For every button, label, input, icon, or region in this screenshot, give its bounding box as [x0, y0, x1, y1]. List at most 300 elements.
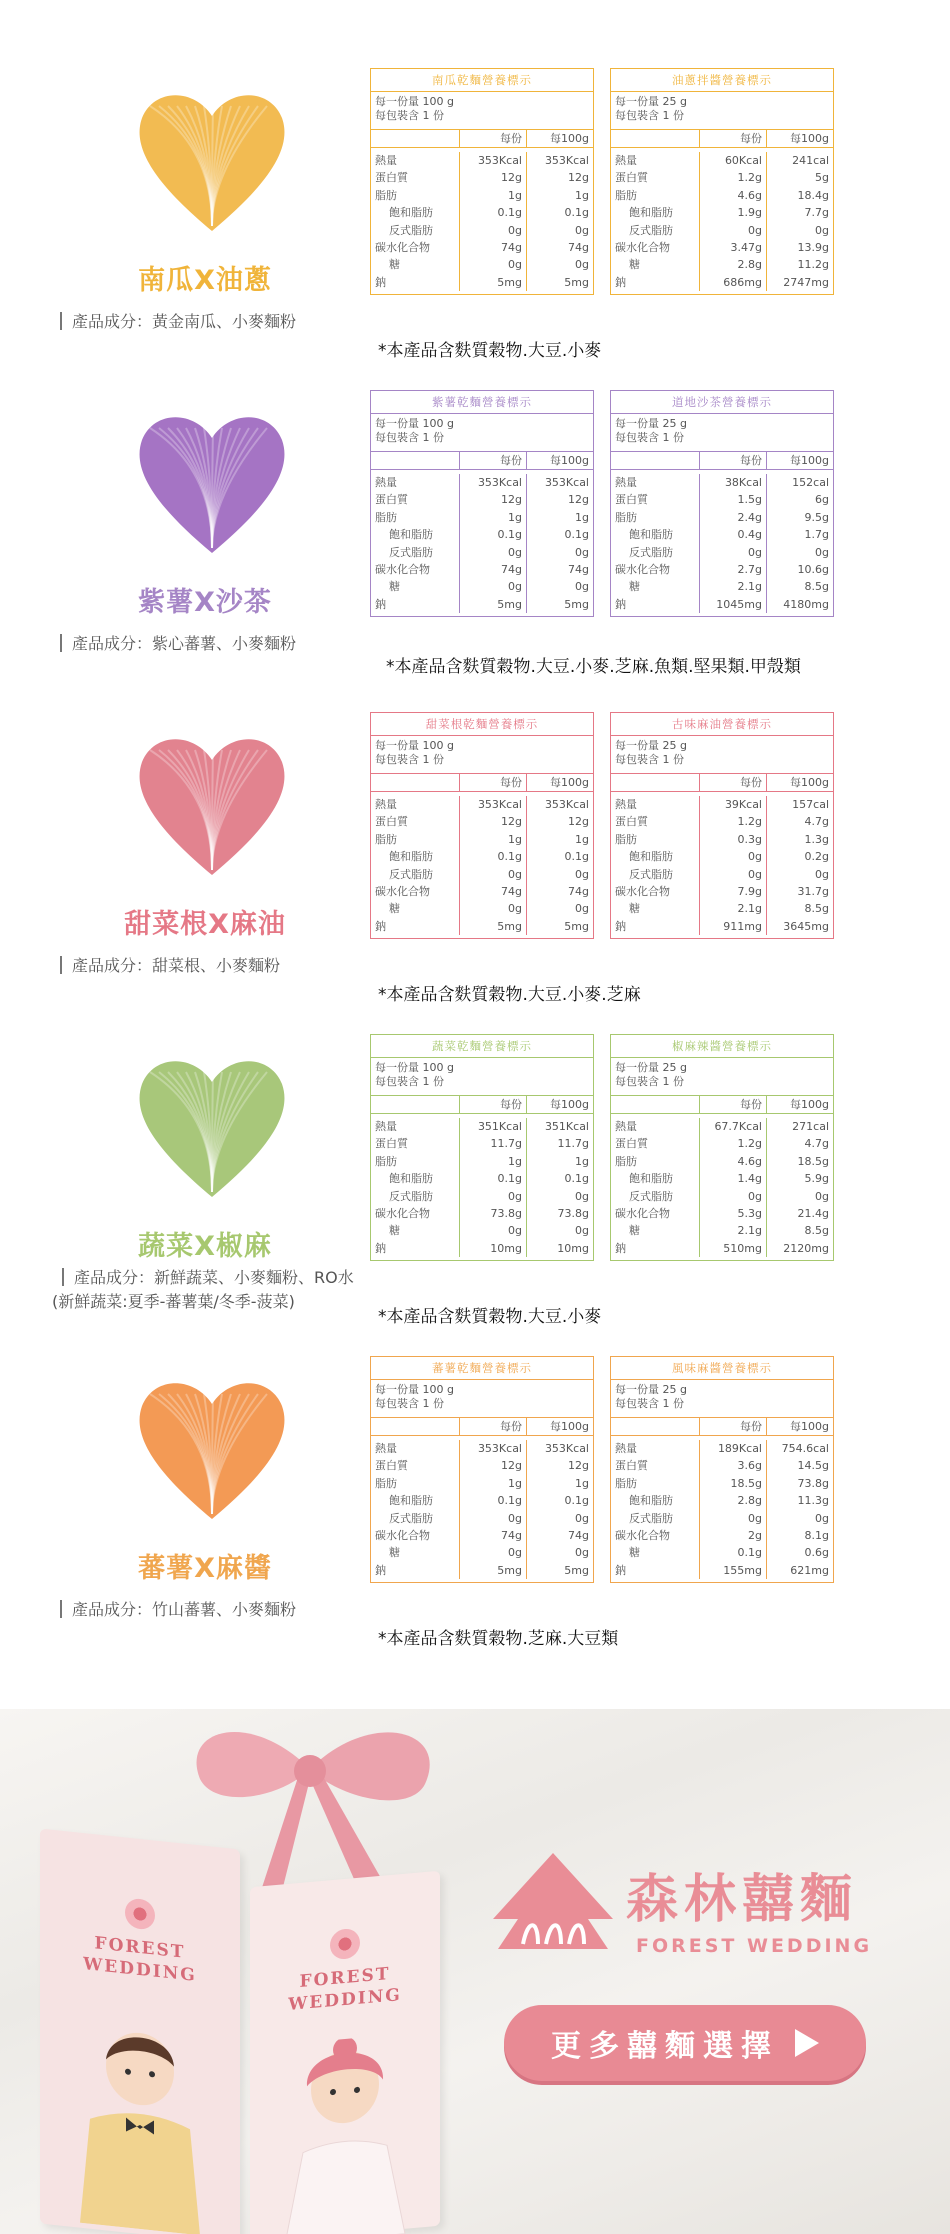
- servings-per-pack: 每包裝含 1 份: [615, 753, 684, 766]
- value-per-serving: 0.3g: [699, 831, 766, 848]
- nutrition-row: [371, 866, 593, 883]
- value-per-serving: 2.4g: [699, 509, 766, 526]
- value-per-100g: 73.8g: [526, 1205, 593, 1222]
- nutrient-label: 鈉: [375, 275, 386, 289]
- nutrition-row: [371, 1222, 593, 1239]
- flavor-name: 蔬菜X椒麻: [138, 1231, 272, 1262]
- value-per-100g: 5mg: [526, 596, 593, 613]
- nutrition-row: [371, 883, 593, 900]
- divider-bar: [60, 956, 62, 974]
- value-per-100g: 0.1g: [526, 1492, 593, 1509]
- nutrient-label: 糖: [389, 258, 400, 272]
- nutrient-label: 糖: [389, 902, 400, 916]
- value-per-100g: 157cal: [766, 796, 833, 813]
- nutrition-row: [611, 239, 833, 256]
- col-per-100g: 每100g: [766, 452, 833, 469]
- nutrient-label: 蛋白質: [375, 1137, 408, 1151]
- nutrient-label: 鈉: [615, 1563, 626, 1577]
- nutrient-label: 脂肪: [375, 1154, 397, 1168]
- product-section: [0, 1026, 950, 1346]
- nutrient-label: 飽和脂肪: [629, 850, 673, 864]
- value-per-serving: 5mg: [459, 596, 526, 613]
- nutrition-row: [611, 1510, 833, 1527]
- value-per-100g: 4.7g: [766, 813, 833, 830]
- value-per-serving: 2.7g: [699, 561, 766, 578]
- box-label-line1: FOREST: [299, 1964, 391, 1992]
- value-per-serving: 0.1g: [699, 1544, 766, 1561]
- value-per-serving: 2.8g: [699, 256, 766, 273]
- value-per-serving: 2.1g: [699, 578, 766, 595]
- nutrition-row: [611, 1475, 833, 1492]
- nutrition-row: [371, 187, 593, 204]
- brand-name-en: FOREST WEDDING: [636, 1935, 873, 1957]
- nutrient-label: 碳水化合物: [615, 884, 670, 898]
- bride-illustration: [265, 2032, 425, 2234]
- nutrient-label: 蛋白質: [375, 171, 408, 185]
- nutrition-row: [611, 1118, 833, 1135]
- nutrient-label: 鈉: [615, 919, 626, 933]
- nutrition-row: [371, 813, 593, 830]
- nutrition-row: [611, 900, 833, 917]
- nutrient-label: 碳水化合物: [375, 1528, 430, 1542]
- nutrient-label: 糖: [389, 1546, 400, 1560]
- value-per-serving: 60Kcal: [699, 152, 766, 169]
- value-per-100g: 2120mg: [766, 1240, 833, 1257]
- nutrient-label: 脂肪: [375, 188, 397, 202]
- nutrient-label: 碳水化合物: [615, 1206, 670, 1220]
- nutrition-table-title: 油蔥拌醬營養標示: [611, 69, 833, 92]
- nutrient-label: 脂肪: [375, 1476, 397, 1490]
- nutrient-label: 糖: [629, 258, 640, 272]
- value-per-100g: 0.1g: [526, 1170, 593, 1187]
- flower-icon: [330, 1928, 360, 1961]
- nutrient-label: 碳水化合物: [375, 562, 430, 576]
- value-per-serving: 38Kcal: [699, 474, 766, 491]
- ingredients-line: 產品成分：黃金南瓜、小麥麵粉: [72, 312, 297, 331]
- value-per-100g: 621mg: [766, 1562, 833, 1579]
- value-per-100g: 18.4g: [766, 187, 833, 204]
- product-section: [0, 382, 950, 702]
- nutrient-label: 飽和脂肪: [629, 528, 673, 542]
- value-per-serving: 0g: [699, 222, 766, 239]
- value-per-100g: 74g: [526, 561, 593, 578]
- value-per-serving: 5mg: [459, 1562, 526, 1579]
- divider-bar: [60, 634, 62, 652]
- nutrient-label: 飽和脂肪: [629, 1172, 673, 1186]
- nutrition-row: [611, 222, 833, 239]
- value-per-serving: 0g: [699, 866, 766, 883]
- value-per-100g: 11.2g: [766, 256, 833, 273]
- value-per-serving: 74g: [459, 883, 526, 900]
- nutrition-row: [371, 256, 593, 273]
- nutrition-row: [371, 1510, 593, 1527]
- value-per-serving: 0g: [699, 1188, 766, 1205]
- value-per-serving: 1.5g: [699, 491, 766, 508]
- value-per-serving: 4.6g: [699, 187, 766, 204]
- nutrition-table-title: 風味麻醬營養標示: [611, 1357, 833, 1380]
- divider-bar: [60, 1600, 62, 1618]
- value-per-serving: 0.1g: [459, 204, 526, 221]
- value-per-100g: 5.9g: [766, 1170, 833, 1187]
- nutrient-label: 脂肪: [375, 832, 397, 846]
- nutrient-label: 反式脂肪: [629, 867, 673, 881]
- nutrition-row: [611, 526, 833, 543]
- nutrition-row: [611, 866, 833, 883]
- value-per-serving: 74g: [459, 1527, 526, 1544]
- nutrition-row: [611, 1440, 833, 1457]
- nutrition-row: [611, 813, 833, 830]
- value-per-serving: 0g: [459, 900, 526, 917]
- value-per-serving: 1045mg: [699, 596, 766, 613]
- nutrient-label: 飽和脂肪: [389, 1494, 433, 1508]
- value-per-100g: 12g: [526, 1457, 593, 1474]
- col-per-100g: 每100g: [526, 130, 593, 147]
- nutrition-row: [371, 596, 593, 613]
- gift-box-right: [250, 1871, 440, 2234]
- value-per-serving: 0g: [699, 848, 766, 865]
- servings-per-pack: 每包裝含 1 份: [375, 1075, 444, 1088]
- nutrition-row: [611, 1457, 833, 1474]
- nutrition-row: [371, 1492, 593, 1509]
- nutrient-label: 熱量: [375, 1442, 397, 1455]
- value-per-serving: 10mg: [459, 1240, 526, 1257]
- serving-size: 每一份量 25 g: [615, 1061, 687, 1074]
- box-label-line1: FOREST: [94, 1933, 186, 1963]
- value-per-100g: 3645mg: [766, 918, 833, 935]
- nutrient-label: 反式脂肪: [389, 867, 433, 881]
- serving-size: 每一份量 100 g: [375, 1383, 454, 1396]
- value-per-100g: 0g: [526, 222, 593, 239]
- value-per-serving: 73.8g: [459, 1205, 526, 1222]
- box-label-line2: WEDDING: [288, 1985, 402, 2015]
- nutrition-row: [611, 1527, 833, 1544]
- col-per-serving: 每份: [699, 1418, 766, 1435]
- value-per-serving: 0g: [699, 1510, 766, 1527]
- value-per-serving: 0g: [459, 866, 526, 883]
- heart-noodle-image: [132, 1052, 292, 1202]
- servings-per-pack: 每包裝含 1 份: [615, 109, 684, 122]
- nutrient-label: 糖: [629, 580, 640, 594]
- value-per-serving: 353Kcal: [459, 474, 526, 491]
- nutrition-table-title: 甜菜根乾麵營養標示: [371, 713, 593, 736]
- nutrient-label: 蛋白質: [375, 815, 408, 829]
- value-per-serving: 353Kcal: [459, 1440, 526, 1457]
- value-per-serving: 5.3g: [699, 1205, 766, 1222]
- more-options-button[interactable]: [504, 2005, 866, 2081]
- value-per-serving: 2g: [699, 1527, 766, 1544]
- nutrition-row: [611, 831, 833, 848]
- col-per-100g: 每100g: [766, 130, 833, 147]
- value-per-serving: 1.2g: [699, 1135, 766, 1152]
- nutrition-row: [611, 918, 833, 935]
- ingredients: [52, 1266, 392, 1314]
- ingredients: [60, 954, 390, 978]
- nutrient-label: 糖: [629, 902, 640, 916]
- value-per-100g: 0g: [766, 544, 833, 561]
- value-per-serving: 911mg: [699, 918, 766, 935]
- value-per-100g: 5g: [766, 169, 833, 186]
- value-per-100g: 351Kcal: [526, 1118, 593, 1135]
- nutrition-row: [371, 222, 593, 239]
- value-per-100g: 12g: [526, 169, 593, 186]
- allergen-note: *本產品含麩質穀物.芝麻.大豆類: [378, 1629, 619, 1649]
- heart-noodle-image: [132, 86, 292, 236]
- nutrition-row: [611, 474, 833, 491]
- col-per-serving: 每份: [699, 774, 766, 791]
- value-per-100g: 0g: [526, 1188, 593, 1205]
- value-per-100g: 0g: [766, 222, 833, 239]
- value-per-100g: 74g: [526, 1527, 593, 1544]
- value-per-100g: 11.3g: [766, 1492, 833, 1509]
- nutrition-table-title: 南瓜乾麵營養標示: [371, 69, 593, 92]
- nutrition-row: [371, 1457, 593, 1474]
- value-per-100g: 1g: [526, 1475, 593, 1492]
- value-per-serving: 0g: [459, 1544, 526, 1561]
- allergen-note: *本產品含麩質穀物.大豆.小麥.芝麻.魚類.堅果類.甲殼類: [386, 657, 801, 677]
- value-per-100g: 12g: [526, 491, 593, 508]
- col-per-100g: 每100g: [526, 1418, 593, 1435]
- value-per-serving: 3.6g: [699, 1457, 766, 1474]
- value-per-100g: 31.7g: [766, 883, 833, 900]
- nutrition-row: [371, 1118, 593, 1135]
- nutrition-row: [611, 561, 833, 578]
- nutrient-label: 蛋白質: [615, 1137, 648, 1151]
- nutrition-row: [611, 169, 833, 186]
- value-per-100g: 11.7g: [526, 1135, 593, 1152]
- servings-per-pack: 每包裝含 1 份: [615, 431, 684, 444]
- nutrient-label: 反式脂肪: [389, 223, 433, 237]
- value-per-100g: 0g: [526, 578, 593, 595]
- value-per-100g: 0g: [526, 866, 593, 883]
- noodle-nutrition-table: [370, 712, 594, 939]
- value-per-serving: 0g: [459, 1222, 526, 1239]
- nutrient-label: 反式脂肪: [389, 1511, 433, 1525]
- nutrition-table-title: 紫薯乾麵營養標示: [371, 391, 593, 414]
- value-per-serving: 12g: [459, 1457, 526, 1474]
- nutrient-label: 熱量: [375, 798, 397, 811]
- nutrition-row: [611, 1544, 833, 1561]
- nutrient-label: 鈉: [615, 597, 626, 611]
- nutrient-label: 脂肪: [375, 510, 397, 524]
- nutrient-label: 反式脂肪: [389, 1189, 433, 1203]
- sauce-nutrition-table: [610, 712, 834, 939]
- allergen-note: *本產品含麩質穀物.大豆.小麥: [378, 1307, 602, 1327]
- nutrition-row: [371, 831, 593, 848]
- value-per-serving: 3.47g: [699, 239, 766, 256]
- value-per-serving: 0g: [459, 544, 526, 561]
- nutrition-row: [371, 474, 593, 491]
- sauce-nutrition-table: [610, 1034, 834, 1261]
- col-per-serving: 每份: [459, 130, 526, 147]
- value-per-serving: 0.1g: [459, 1170, 526, 1187]
- box-label-line2: WEDDING: [83, 1954, 197, 1986]
- value-per-serving: 67.7Kcal: [699, 1118, 766, 1135]
- value-per-serving: 686mg: [699, 274, 766, 291]
- nutrient-label: 蛋白質: [615, 493, 648, 507]
- value-per-serving: 0g: [699, 544, 766, 561]
- value-per-100g: 13.9g: [766, 239, 833, 256]
- col-per-100g: 每100g: [766, 774, 833, 791]
- noodle-nutrition-table: [370, 68, 594, 295]
- nutrition-row: [371, 561, 593, 578]
- value-per-100g: 152cal: [766, 474, 833, 491]
- value-per-100g: 9.5g: [766, 509, 833, 526]
- allergen-note: *本產品含麩質穀物.大豆.小麥: [378, 341, 602, 361]
- servings-per-pack: 每包裝含 1 份: [375, 753, 444, 766]
- value-per-serving: 1.2g: [699, 169, 766, 186]
- value-per-100g: 754.6cal: [766, 1440, 833, 1457]
- value-per-100g: 0g: [526, 1544, 593, 1561]
- nutrient-label: 飽和脂肪: [389, 850, 433, 864]
- value-per-100g: 10.6g: [766, 561, 833, 578]
- nutrition-row: [611, 883, 833, 900]
- nutrition-row: [611, 1170, 833, 1187]
- nutrition-row: [611, 256, 833, 273]
- value-per-100g: 74g: [526, 239, 593, 256]
- servings-per-pack: 每包裝含 1 份: [615, 1075, 684, 1088]
- value-per-serving: 2.1g: [699, 1222, 766, 1239]
- col-per-100g: 每100g: [526, 1096, 593, 1113]
- servings-per-pack: 每包裝含 1 份: [615, 1397, 684, 1410]
- nutrition-row: [611, 152, 833, 169]
- nutrient-label: 碳水化合物: [615, 1528, 670, 1542]
- value-per-serving: 2.8g: [699, 1492, 766, 1509]
- value-per-serving: 2.1g: [699, 900, 766, 917]
- nutrient-label: 熱量: [375, 476, 397, 489]
- sauce-nutrition-table: [610, 68, 834, 295]
- value-per-100g: 353Kcal: [526, 1440, 593, 1457]
- value-per-serving: 1g: [459, 1153, 526, 1170]
- forest-wedding-logo-icon: [488, 1849, 618, 1969]
- value-per-100g: 0g: [766, 866, 833, 883]
- nutrition-table-title: 古味麻油營養標示: [611, 713, 833, 736]
- value-per-serving: 11.7g: [459, 1135, 526, 1152]
- nutrient-label: 熱量: [615, 476, 637, 489]
- nutrition-row: [371, 1527, 593, 1544]
- nutrient-label: 反式脂肪: [629, 223, 673, 237]
- value-per-100g: 0g: [766, 1510, 833, 1527]
- value-per-100g: 1g: [526, 831, 593, 848]
- value-per-serving: 1g: [459, 187, 526, 204]
- value-per-100g: 4.7g: [766, 1135, 833, 1152]
- brand-name-cn: 森林囍麵: [626, 1870, 859, 1930]
- servings-per-pack: 每包裝含 1 份: [375, 1397, 444, 1410]
- product-section: [0, 1348, 950, 1668]
- value-per-serving: 0g: [459, 578, 526, 595]
- nutrition-row: [371, 1544, 593, 1561]
- nutrient-label: 脂肪: [615, 188, 637, 202]
- nutrition-row: [611, 187, 833, 204]
- nutrition-row: [371, 1170, 593, 1187]
- ingredients: [60, 1598, 390, 1622]
- nutrient-label: 飽和脂肪: [389, 528, 433, 542]
- col-per-100g: 每100g: [526, 452, 593, 469]
- nutrient-label: 鈉: [375, 1563, 386, 1577]
- value-per-serving: 0.1g: [459, 1492, 526, 1509]
- nutrition-row: [611, 848, 833, 865]
- nutrition-row: [371, 1153, 593, 1170]
- sauce-nutrition-table: [610, 390, 834, 617]
- flavor-name: 甜菜根X麻油: [124, 909, 286, 940]
- nutrient-label: 碳水化合物: [375, 240, 430, 254]
- value-per-serving: 12g: [459, 813, 526, 830]
- nutrient-label: 飽和脂肪: [389, 1172, 433, 1186]
- nutrition-row: [611, 1153, 833, 1170]
- nutrient-label: 蛋白質: [615, 171, 648, 185]
- nutrient-label: 糖: [389, 580, 400, 594]
- nutrition-row: [371, 578, 593, 595]
- nutrient-label: 糖: [629, 1224, 640, 1238]
- noodle-nutrition-table: [370, 390, 594, 617]
- value-per-100g: 0g: [766, 1188, 833, 1205]
- value-per-100g: 21.4g: [766, 1205, 833, 1222]
- servings-per-pack: 每包裝含 1 份: [375, 109, 444, 122]
- nutrition-row: [371, 1240, 593, 1257]
- value-per-100g: 0.1g: [526, 204, 593, 221]
- value-per-100g: 2747mg: [766, 274, 833, 291]
- heart-noodle-image: [132, 408, 292, 558]
- nutrient-label: 飽和脂肪: [389, 206, 433, 220]
- value-per-serving: 12g: [459, 169, 526, 186]
- gift-box-left: [40, 1828, 240, 2234]
- value-per-serving: 5mg: [459, 918, 526, 935]
- nutrition-row: [611, 1222, 833, 1239]
- nutrition-row: [371, 918, 593, 935]
- nutrition-row: [611, 1135, 833, 1152]
- col-per-serving: 每份: [459, 1096, 526, 1113]
- value-per-serving: 189Kcal: [699, 1440, 766, 1457]
- promo-banner: [0, 1709, 950, 2234]
- value-per-serving: 74g: [459, 239, 526, 256]
- nutrient-label: 碳水化合物: [615, 240, 670, 254]
- value-per-100g: 0.2g: [766, 848, 833, 865]
- nutrition-table-title: 蕃薯乾麵營養標示: [371, 1357, 593, 1380]
- col-per-serving: 每份: [699, 130, 766, 147]
- nutrient-label: 反式脂肪: [389, 545, 433, 559]
- serving-size: 每一份量 100 g: [375, 739, 454, 752]
- nutrient-label: 反式脂肪: [629, 1189, 673, 1203]
- col-per-serving: 每份: [699, 1096, 766, 1113]
- sauce-nutrition-table: [610, 1356, 834, 1583]
- value-per-100g: 0g: [526, 1222, 593, 1239]
- nutrient-label: 蛋白質: [375, 493, 408, 507]
- nutrition-row: [611, 204, 833, 221]
- col-per-serving: 每份: [459, 1418, 526, 1435]
- value-per-100g: 0g: [526, 900, 593, 917]
- nutrient-label: 碳水化合物: [375, 1206, 430, 1220]
- value-per-100g: 5mg: [526, 1562, 593, 1579]
- value-per-100g: 1g: [526, 509, 593, 526]
- col-per-serving: 每份: [459, 452, 526, 469]
- serving-size: 每一份量 100 g: [375, 417, 454, 430]
- nutrition-row: [371, 544, 593, 561]
- col-per-100g: 每100g: [526, 774, 593, 791]
- value-per-100g: 1g: [526, 187, 593, 204]
- value-per-100g: 353Kcal: [526, 474, 593, 491]
- value-per-100g: 8.5g: [766, 1222, 833, 1239]
- flower-icon: [125, 1897, 155, 1930]
- value-per-serving: 1.4g: [699, 1170, 766, 1187]
- serving-size: 每一份量 25 g: [615, 417, 687, 430]
- value-per-100g: 12g: [526, 813, 593, 830]
- nutrition-row: [371, 239, 593, 256]
- nutrient-label: 蛋白質: [375, 1459, 408, 1473]
- value-per-100g: 5mg: [526, 274, 593, 291]
- serving-size: 每一份量 25 g: [615, 739, 687, 752]
- value-per-100g: 18.5g: [766, 1153, 833, 1170]
- nutrition-table-title: 蔬菜乾麵營養標示: [371, 1035, 593, 1058]
- allergen-note: *本產品含麩質穀物.大豆.小麥.芝麻: [378, 985, 641, 1005]
